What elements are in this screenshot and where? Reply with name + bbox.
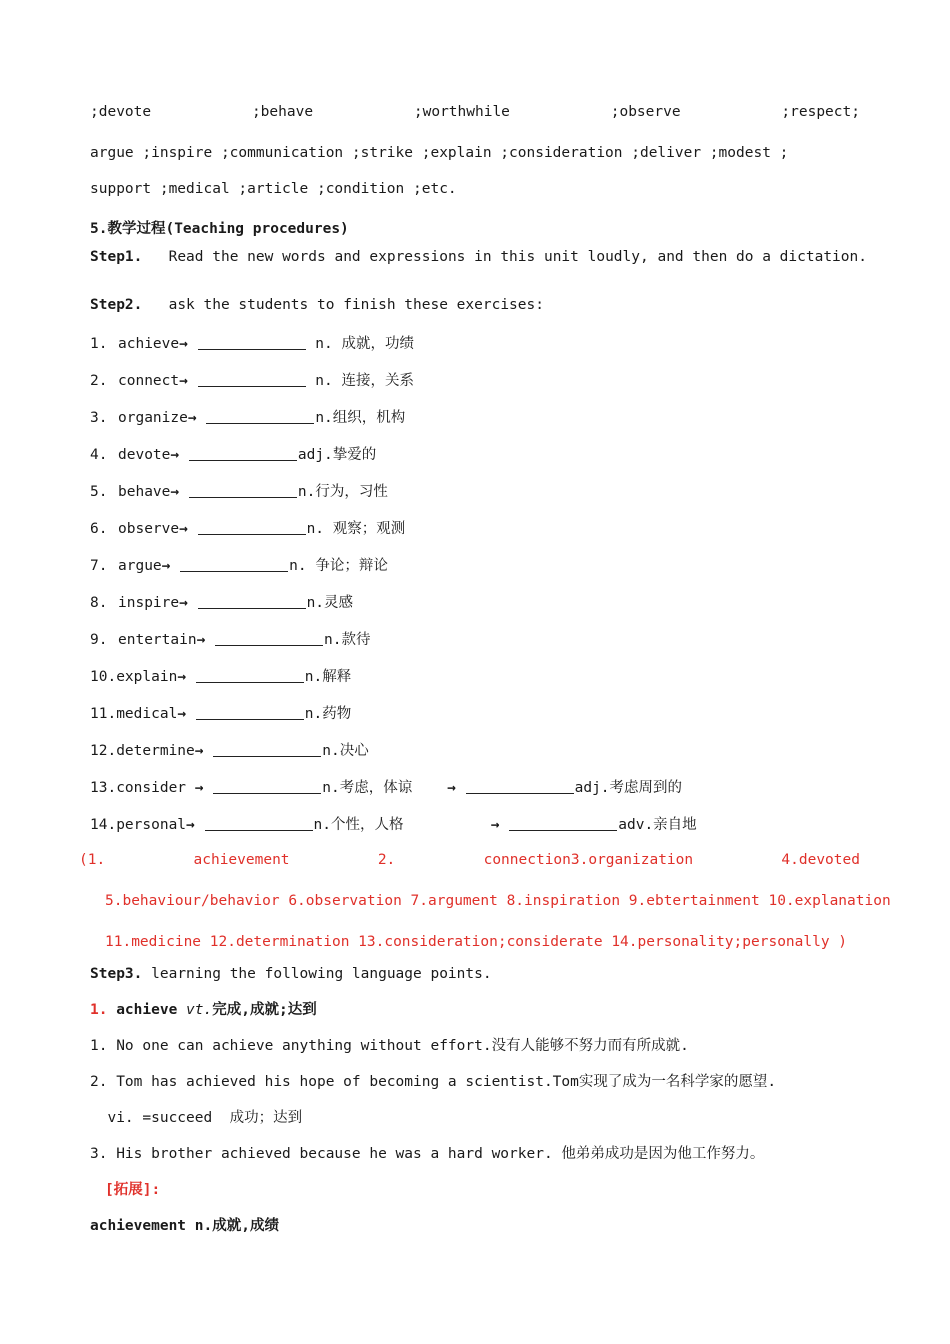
- answer-blank[interactable]: [206, 409, 314, 424]
- exercise-word: behave: [118, 484, 171, 500]
- arrow-icon: →: [177, 669, 187, 685]
- exercise-suffix: adj.挚爱的: [297, 447, 377, 463]
- exercise-suffix-2: adv.亲自地: [618, 817, 697, 833]
- answer-text: (1.: [79, 852, 106, 868]
- exercise-suffix: n.行为，习性: [297, 484, 388, 500]
- exercise-number: 8.: [90, 595, 108, 611]
- answer-text: achievement: [193, 852, 290, 868]
- exercise-item: [90, 776, 682, 797]
- answer-blank[interactable]: [198, 372, 306, 387]
- answer-blank[interactable]: [509, 816, 617, 831]
- exercise-word: explain: [116, 669, 178, 685]
- exercise-word: medical: [116, 706, 178, 722]
- answer-blank[interactable]: [205, 816, 313, 831]
- section-heading: 5.教学过程(Teaching procedures): [90, 221, 349, 237]
- exercise-number: 7.: [90, 558, 108, 574]
- answer-blank[interactable]: [196, 668, 304, 683]
- step-text: ask the students to finish these exercises:: [168, 297, 544, 313]
- step-label: Step3.: [90, 966, 143, 982]
- arrow-icon: →: [179, 595, 188, 611]
- answers-line-2: 5.behaviour/behavior 6.observation 7.argument 8.inspiration 9.ebtertainment 10.explanation: [105, 893, 891, 909]
- exercise-number: 9.: [90, 632, 108, 648]
- exercise-number: 10.: [90, 669, 117, 685]
- exercise-number: 13.: [90, 780, 117, 796]
- exercise-number: 4.: [90, 447, 108, 463]
- arrow-icon: →: [179, 373, 188, 389]
- exercise-item: [90, 739, 369, 760]
- exercise-number: 6.: [90, 521, 108, 537]
- exercise-item: [90, 665, 351, 686]
- arrow-icon: →: [447, 780, 456, 796]
- answer-blank[interactable]: [198, 335, 306, 350]
- point-word: achieve: [116, 1002, 178, 1018]
- answer-text: connection3.organization: [483, 852, 694, 868]
- exercise-suffix: n.考虑，体谅: [322, 780, 413, 796]
- exercise-word: achieve: [118, 336, 180, 352]
- arrow-icon: →: [179, 336, 188, 352]
- answer-blank[interactable]: [196, 705, 304, 720]
- answer-blank[interactable]: [213, 742, 321, 757]
- arrow-icon: →: [170, 484, 180, 500]
- answer-blank[interactable]: [198, 520, 306, 535]
- arrow-icon: →: [196, 632, 206, 648]
- answer-blank[interactable]: [215, 631, 323, 646]
- exercise-word: argue: [118, 558, 162, 574]
- exercise-suffix-2: adj.考虑周到的: [574, 780, 683, 796]
- vocab-word: ;devote: [90, 104, 152, 120]
- exercise-suffix: n.解释: [304, 669, 352, 685]
- arrow-icon: →: [187, 410, 197, 426]
- exercise-item: [90, 813, 697, 834]
- vocab-line-1: [90, 104, 860, 120]
- exercise-suffix: n. 连接，关系: [306, 373, 414, 389]
- answer-blank[interactable]: [189, 483, 297, 498]
- exercise-number: 11.: [90, 706, 117, 722]
- exercise-suffix: n.组织，机构: [315, 410, 406, 426]
- step-text: Read the new words and expressions in this unit loudly, and then do a dictation.: [168, 249, 867, 265]
- exercise-item: [90, 702, 351, 723]
- exercise-suffix: n.款待: [324, 632, 371, 648]
- answer-blank[interactable]: [189, 446, 297, 461]
- extension-label: [拓展]:: [105, 1182, 161, 1198]
- exercise-item: [90, 369, 414, 390]
- exercise-item: [90, 628, 371, 649]
- example-sentence: 3. His brother achieved because he was a hard worker. 他弟弟成功是因为他工作努力。: [90, 1146, 765, 1162]
- example-note: vi. =succeed 成功；达到: [90, 1110, 303, 1126]
- example-sentence: 2. Tom has achieved his hope of becoming a scientist.Tom实现了成为一名科学家的愿望.: [90, 1074, 777, 1090]
- arrow-icon: →: [161, 558, 171, 574]
- exercise-word: observe: [118, 521, 180, 537]
- exercise-word: consider: [116, 780, 195, 796]
- step-label: Step2.: [90, 297, 143, 313]
- arrow-icon: →: [177, 706, 187, 722]
- answers-line-1: [79, 852, 860, 868]
- vocab-word: ;worthwhile: [413, 104, 510, 120]
- answer-blank[interactable]: [198, 594, 306, 609]
- step-text: learning the following language points.: [151, 966, 492, 982]
- exercise-number: 3.: [90, 410, 108, 426]
- exercise-item: [90, 591, 353, 612]
- point-number: 1.: [90, 1002, 108, 1018]
- exercise-item: [90, 443, 376, 464]
- point-meaning: 完成,成就;达到: [212, 1002, 317, 1018]
- exercise-number: 14.: [90, 817, 117, 833]
- exercise-word: organize: [118, 410, 188, 426]
- answer-text: 2.: [377, 852, 396, 868]
- exercise-word: personal: [116, 817, 187, 833]
- exercise-item: [90, 480, 388, 501]
- step2: [90, 297, 544, 313]
- exercise-number: 1.: [90, 336, 108, 352]
- step1: [90, 249, 867, 265]
- exercise-number: 5.: [90, 484, 108, 500]
- exercise-item: [90, 517, 405, 538]
- arrow-icon: →: [179, 521, 188, 537]
- example-sentence: 1. No one can achieve anything without effort.没有人能够不努力而有所成就.: [90, 1038, 689, 1054]
- arrow-icon: →: [170, 447, 180, 463]
- vocab-word: ;observe: [610, 104, 681, 120]
- arrow-icon: →: [194, 780, 204, 796]
- vocab-line-3: support ;medical ;article ;condition ;etc.: [90, 181, 457, 197]
- answer-blank[interactable]: [466, 779, 574, 794]
- point-pos: vt.: [186, 1002, 213, 1018]
- exercise-suffix: n. 观察；观测: [306, 521, 406, 537]
- answer-blank[interactable]: [180, 557, 288, 572]
- exercise-item: [90, 332, 414, 353]
- step-label: Step1.: [90, 249, 143, 265]
- exercise-suffix: n.决心: [322, 743, 369, 759]
- exercise-suffix: n. 成就，功绩: [306, 336, 414, 352]
- extension-word: achievement n.成就,成绩: [90, 1218, 279, 1234]
- exercise-item: [90, 406, 405, 427]
- exercise-suffix: n.个性，人格: [313, 817, 404, 833]
- answer-blank[interactable]: [213, 779, 321, 794]
- answers-line-3: 11.medicine 12.determination 13.consideration;considerate 14.personality;personally ): [105, 934, 848, 950]
- arrow-icon: →: [186, 817, 195, 833]
- exercise-suffix: n. 争论；辩论: [289, 558, 388, 574]
- vocab-word: ;respect;: [781, 104, 860, 120]
- answer-text: 4.devoted: [781, 852, 860, 868]
- exercise-suffix: n.灵感: [306, 595, 354, 611]
- step3: [90, 966, 492, 982]
- exercise-word: determine: [116, 743, 195, 759]
- exercise-number: 12.: [90, 743, 117, 759]
- exercise-word: entertain: [118, 632, 197, 648]
- exercise-item: [90, 554, 388, 575]
- arrow-icon: →: [490, 817, 500, 833]
- exercise-word: inspire: [118, 595, 180, 611]
- exercise-word: connect: [118, 373, 180, 389]
- vocab-line-2: argue ;inspire ;communication ;strike ;explain ;consideration ;deliver ;modest ;: [90, 145, 789, 161]
- exercise-word: devote: [118, 447, 171, 463]
- exercise-suffix: n.药物: [304, 706, 352, 722]
- language-point-heading: [90, 998, 317, 1019]
- vocab-word: ;behave: [251, 104, 314, 120]
- exercise-number: 2.: [90, 373, 108, 389]
- arrow-icon: →: [194, 743, 204, 759]
